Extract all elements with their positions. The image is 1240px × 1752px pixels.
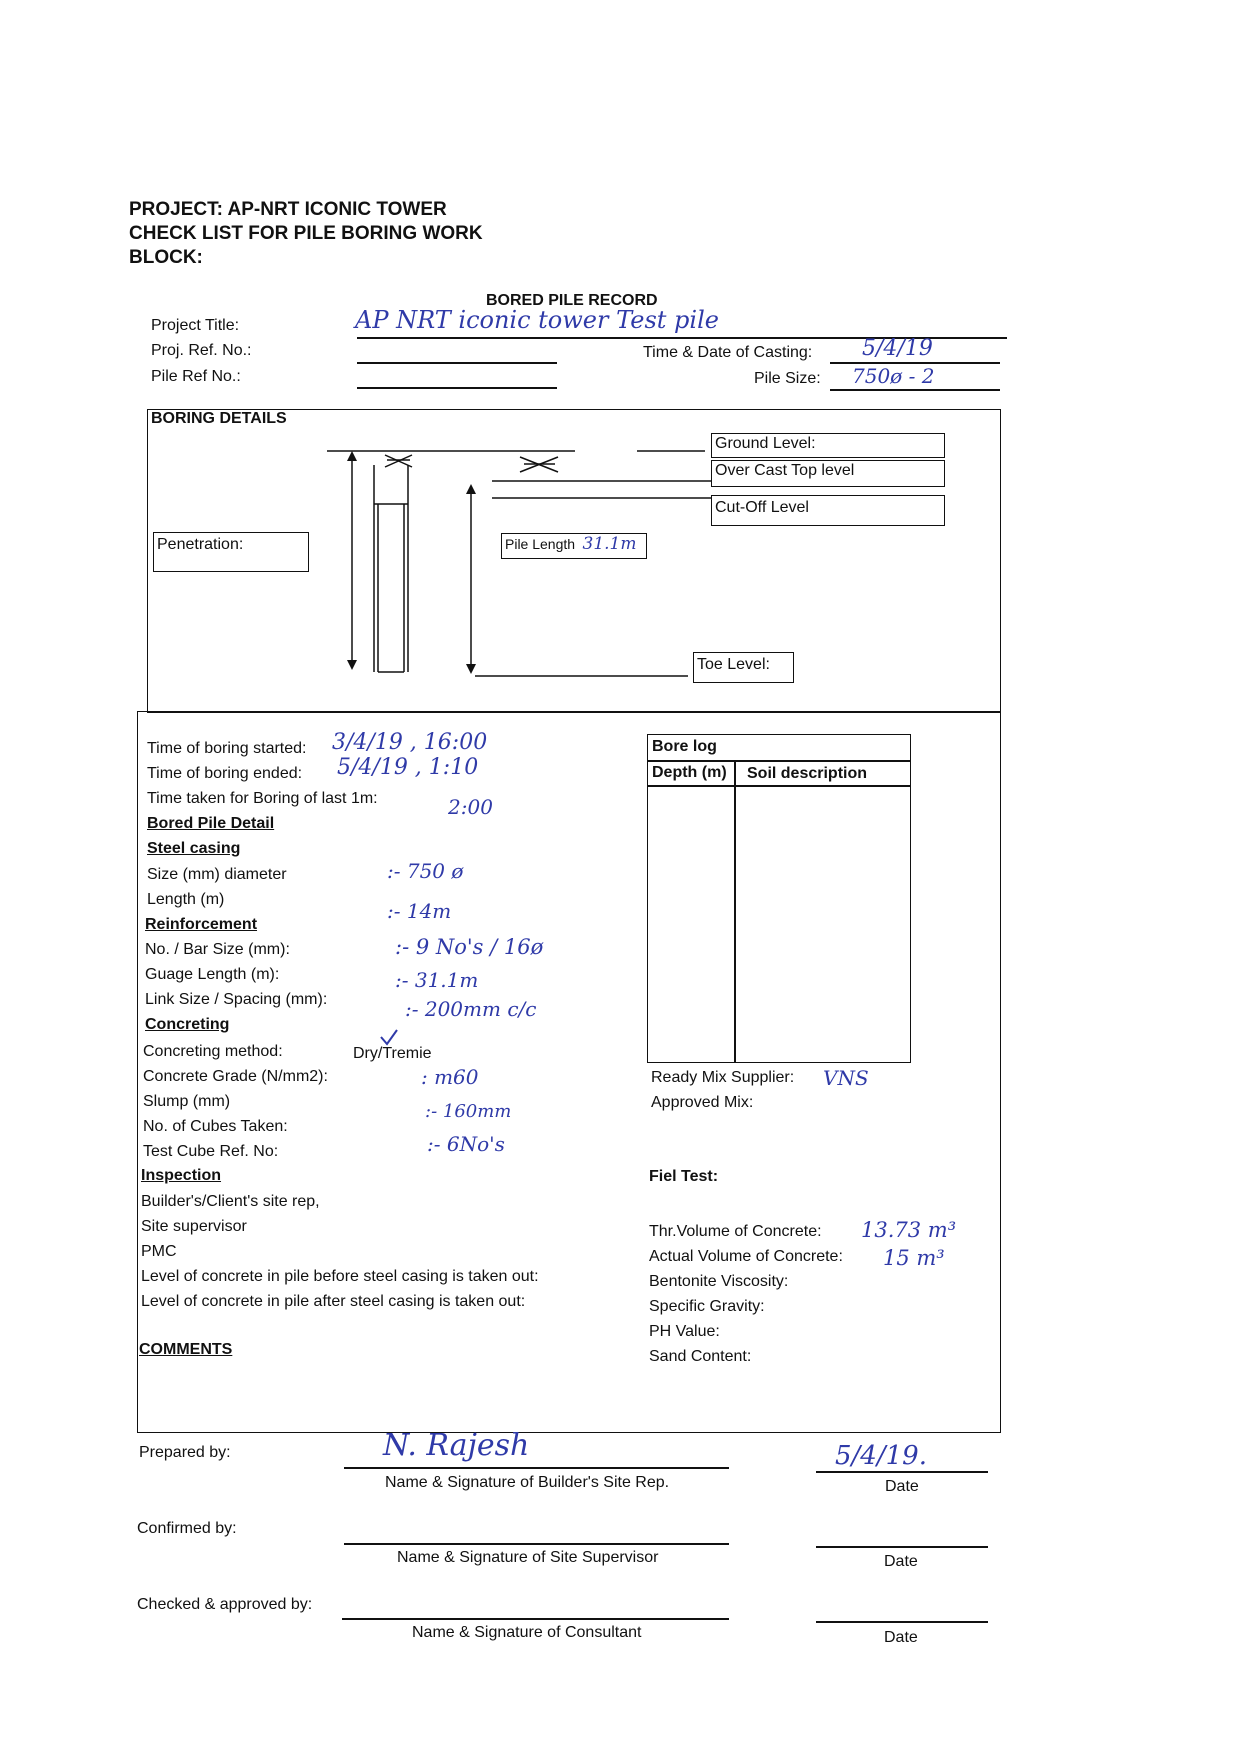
bore-log-depth-header: Depth (m)	[652, 764, 727, 781]
over-cast-top-level-label: Over Cast Top level	[715, 462, 855, 479]
last-1m-label: Time taken for Boring of last 1m:	[147, 790, 378, 807]
casting-value: 5/4/19	[862, 336, 933, 361]
confirmed-caption: Name & Signature of Site Supervisor	[397, 1549, 659, 1566]
reinforcement-heading: Reinforcement	[145, 916, 258, 933]
bore-log-divider	[647, 760, 911, 762]
prepared-signature: N. Rajesh	[383, 1428, 530, 1463]
pile-diagram	[0, 0, 1240, 720]
prepared-signature-line	[344, 1467, 729, 1469]
pile-length-label: Pile Length	[505, 536, 576, 552]
record-title: BORED PILE RECORD	[486, 292, 658, 309]
slump-value: :- 160mm	[425, 1101, 512, 1122]
bore-log-table	[647, 734, 911, 1063]
pile-size-value: 750ø - 2	[852, 364, 935, 388]
boring-details-title: BORING DETAILS	[151, 410, 287, 427]
inspection-heading: Inspection	[141, 1167, 222, 1184]
bore-log-title: Bore log	[652, 738, 717, 755]
prepared-date-line	[816, 1471, 988, 1473]
penetration-label: Penetration:	[157, 536, 244, 553]
boring-ended-value: 5/4/19 , 1:10	[337, 755, 479, 780]
bored-pile-detail-heading: Bored Pile Detail	[147, 815, 275, 832]
prepared-date-label: Date	[885, 1478, 919, 1495]
ready-mix-supplier-label: Ready Mix Supplier:	[651, 1069, 795, 1086]
pile-length-value: 31.1m	[582, 534, 637, 554]
inspection-line: Builder's/Client's site rep,	[141, 1193, 320, 1210]
thr-volume-value: 13.73 m³	[861, 1218, 957, 1242]
bore-log-column-divider	[734, 760, 736, 1063]
concreting-method-label: Concreting method:	[143, 1043, 283, 1060]
checked-caption: Name & Signature of Consultant	[412, 1624, 642, 1641]
ground-level-label: Ground Level:	[715, 435, 816, 452]
bar-size-value: :- 9 No's / 16ø	[395, 935, 544, 959]
slump-label: Slump (mm)	[143, 1093, 231, 1110]
bore-log-soil-header: Soil description	[747, 765, 868, 782]
prepared-by-label: Prepared by:	[139, 1444, 231, 1461]
checked-date-label: Date	[884, 1629, 918, 1646]
bar-size-label: No. / Bar Size (mm):	[145, 941, 290, 958]
block-heading: BLOCK:	[129, 247, 203, 268]
checklist-heading: CHECK LIST FOR PILE BORING WORK	[129, 223, 483, 244]
approved-mix-label: Approved Mix:	[651, 1094, 754, 1111]
confirmed-by-label: Confirmed by:	[137, 1520, 237, 1537]
prepared-date-value: 5/4/19.	[835, 1441, 927, 1471]
casing-size-label: Size (mm) diameter	[147, 866, 287, 883]
concrete-grade-label: Concrete Grade (N/mm2):	[143, 1068, 328, 1085]
boring-started-label: Time of boring started:	[147, 740, 307, 757]
cut-off-level-label: Cut-Off Level	[715, 499, 809, 516]
link-size-label: Link Size / Spacing (mm):	[145, 991, 328, 1008]
concreting-method-value: Dry/Tremie	[353, 1045, 432, 1062]
confirmed-signature-line	[344, 1543, 729, 1545]
link-size-value: :- 200mm c/c	[405, 997, 537, 1021]
actual-volume-value: 15 m³	[883, 1246, 945, 1270]
gauge-length-label: Guage Length (m):	[145, 966, 280, 983]
boring-ended-label: Time of boring ended:	[147, 765, 303, 782]
casing-size-value: :- 750 ø	[387, 859, 464, 883]
sand-content-label: Sand Content:	[649, 1348, 752, 1365]
inspection-line: PMC	[141, 1243, 177, 1260]
project-title-label: Project Title:	[151, 317, 240, 334]
proj-ref-label: Proj. Ref. No.:	[151, 342, 252, 359]
gauge-length-value: :- 31.1m	[395, 968, 479, 992]
concreting-heading: Concreting	[145, 1016, 230, 1033]
inspection-line: Level of concrete in pile before steel casing is taken out:	[141, 1268, 539, 1285]
toe-level-label: Toe Level:	[697, 656, 770, 673]
casing-length-value: :- 14m	[387, 899, 452, 923]
concrete-grade-value: : m60	[421, 1065, 479, 1089]
checked-approved-label: Checked & approved by:	[137, 1596, 313, 1613]
last-1m-value: 2:00	[448, 795, 493, 819]
comments-heading: COMMENTS	[139, 1341, 233, 1358]
cubes-taken-value: :- 6No's	[427, 1132, 505, 1156]
bore-log-header-divider	[647, 785, 911, 787]
ph-value-label: PH Value:	[649, 1323, 720, 1340]
boring-started-value: 3/4/19 , 16:00	[332, 730, 488, 755]
thr-volume-label: Thr.Volume of Concrete:	[649, 1223, 822, 1240]
tremie-check-mark	[379, 1028, 399, 1048]
actual-volume-label: Actual Volume of Concrete:	[649, 1248, 843, 1265]
inspection-line: Site supervisor	[141, 1218, 247, 1235]
checked-date-line	[816, 1621, 988, 1623]
pile-ref-label: Pile Ref No.:	[151, 368, 241, 385]
casing-length-label: Length (m)	[147, 891, 225, 908]
casting-label: Time & Date of Casting:	[643, 344, 813, 361]
confirmed-date-label: Date	[884, 1553, 918, 1570]
pile-size-label: Pile Size:	[754, 370, 821, 387]
checked-signature-line	[342, 1618, 729, 1620]
steel-casing-heading: Steel casing	[147, 840, 241, 857]
project-heading: PROJECT: AP-NRT ICONIC TOWER	[129, 199, 447, 220]
bentonite-viscosity-label: Bentonite Viscosity:	[649, 1273, 789, 1290]
project-title-value: AP NRT iconic tower Test pile	[355, 306, 719, 334]
inspection-line: Level of concrete in pile after steel casing is taken out:	[141, 1293, 526, 1310]
prepared-caption: Name & Signature of Builder's Site Rep.	[385, 1474, 670, 1491]
specific-gravity-label: Specific Gravity:	[649, 1298, 765, 1315]
field-test-heading: Fiel Test:	[649, 1168, 719, 1185]
ready-mix-supplier-value: VNS	[823, 1066, 869, 1090]
cubes-taken-label: No. of Cubes Taken:	[143, 1118, 288, 1135]
test-cube-ref-label: Test Cube Ref. No:	[143, 1143, 279, 1160]
confirmed-date-line	[816, 1546, 988, 1548]
